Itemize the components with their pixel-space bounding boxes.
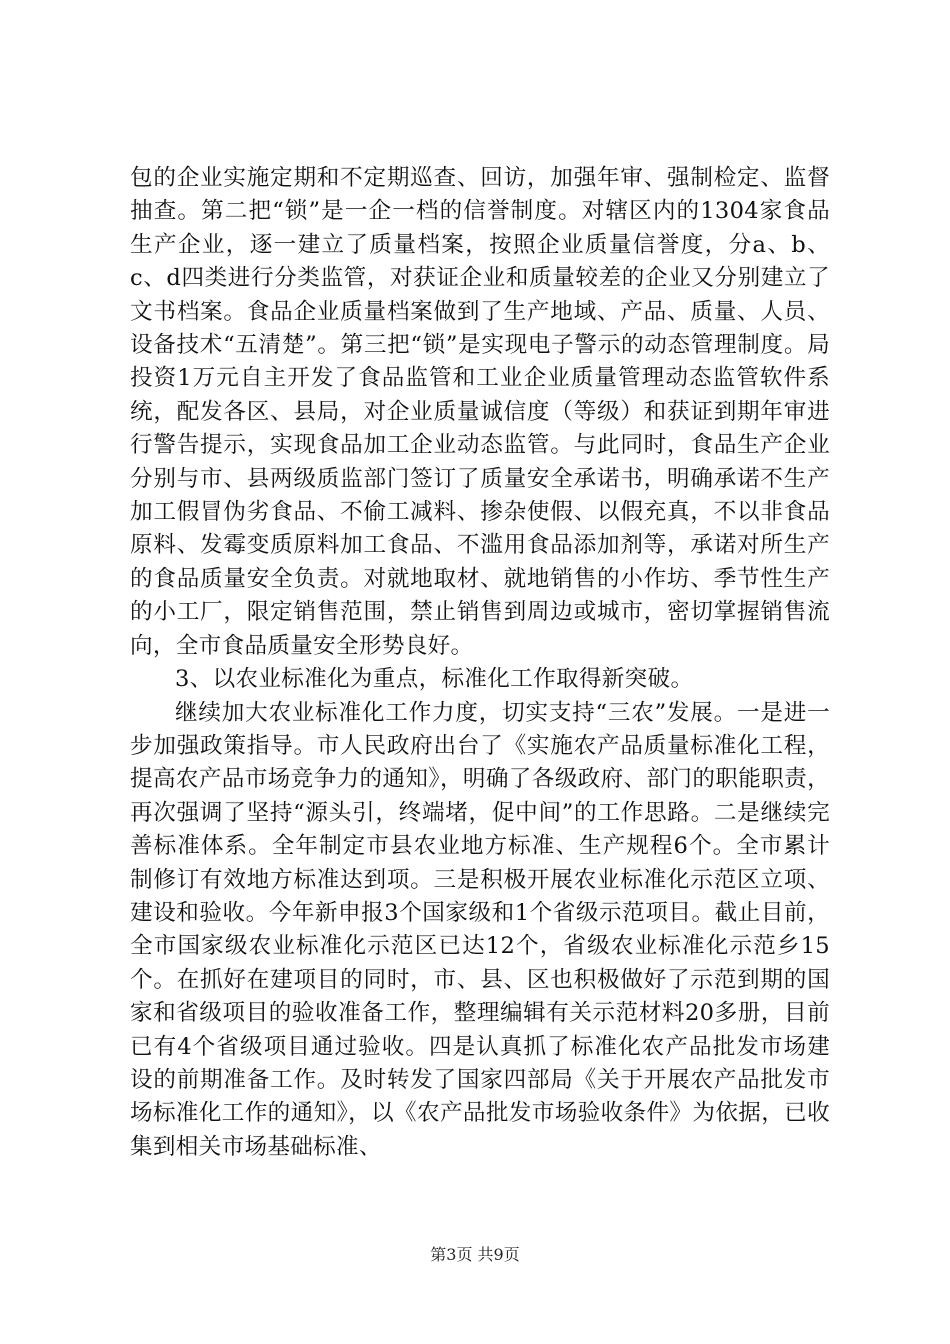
document-body xyxy=(130,162,830,1164)
paragraph-agri-standardization: 继续加大农业标准化工作力度，切实支持“三农”发展。一是进一步加强政策指导。市人民政府出台了《实施农产品质量标准化工程，提高农产品市场竞争力的通知》，明确了各级政府、部门的职能职责，再次强调了坚持“源头引，终端堵，促中间”的工作思路。二是继续完善标准体系。全年制定市县农业地方标准、生产规程6个。全市累计制修订有效地方标准达到项。三是积极开展农业标准化示范区立项、建设和验收。今年新申报3个国家级和1个省级示范项目。截止目前，全市国家级农业标准化示范区已达12个，省级农业标准化示范乡15个。在抓好在建项目的同时，市、县、区也积极做好了示范到期的国家和省级项目的验收准备工作，整理编辑有关示范材料20多册，目前已有4个省级项目通过验收。四是认真抓了标准化农产品批发市场建设的前期准备工作。及时转发了国家四部局《关于开展农产品批发市场标准化工作的通知》，以《农产品批发市场验收条件》为依据，已收集到相关市场基础标准、 xyxy=(130,699,830,1160)
page-number-footer: 第3页 共9页 xyxy=(430,1245,520,1264)
section-heading-3: 3、以农业标准化为重点，标准化工作取得新突破。 xyxy=(175,666,694,693)
paragraph-body-continued: 包的企业实施定期和不定期巡查、回访，加强年审、强制检定、监督抽查。第二把“锁”是一企一档的信誉制度。对辖区内的1304家食品生产企业，逐一建立了质量档案，按照企业质量信誉度，分a、b、c、d四类进行分类监管，对获证企业和质量较差的企业又分别建立了文书档案。食品企业质量档案做到了生产地域、产品、质量、人员、设备技术“五清楚”。第三把“锁”是实现电子警示的动态管理制度。局投资1万元自主开发了食品监管和工业企业质量管理动态监管软件系统，配发各区、县局，对企业质量诚信度（等级）和获证到期年审进行警告提示，实现食品加工企业动态监管。与此同时，食品生产企业分别与市、县两级质监部门签订了质量安全承诺书，明确承诺不生产加工假冒伪劣食品、不偷工减料、掺杂使假、以假充真，不以非食品原料、发霉变质原料加工食品、不滥用食品添加剂等，承诺对所生产的食品质量安全负责。对就地取材、就地销售的小作坊、季节性生产的小工厂，限定销售范围，禁止销售到周边或城市，密切掌握销售流向，全市食品质量安全形势良好。 xyxy=(130,165,830,659)
